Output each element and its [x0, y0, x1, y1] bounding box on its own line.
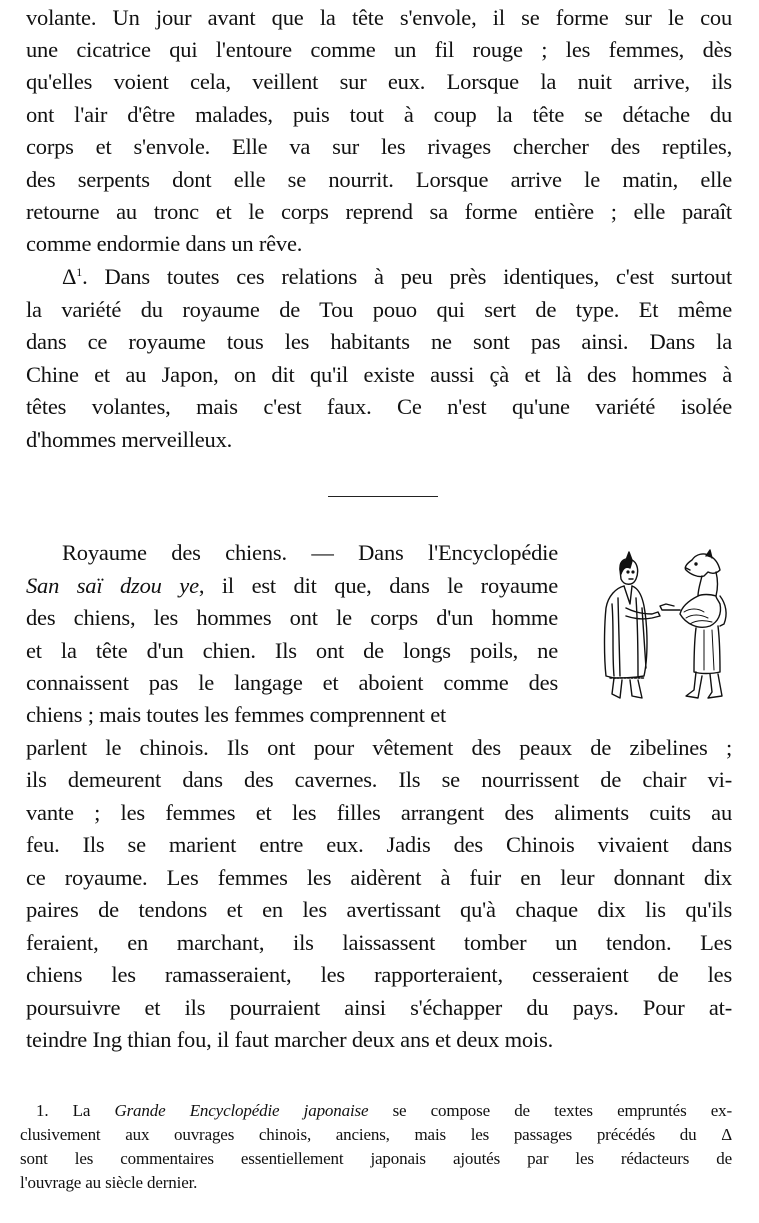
- text-line: la variété du royaume de Tou pouo qui sert de type. Et même: [26, 297, 732, 322]
- text-line: retourne au tronc et le corps reprend sa forme entière ; elle paraît: [26, 199, 732, 224]
- footnote-line: sont les commentaires essentiellement japonais ajoutés par les rédacteurs de: [20, 1149, 732, 1168]
- text-line: feu. Ils se marient entre eux. Jadis des Chinois vivaient dans: [26, 832, 732, 857]
- text-line: dans ce royaume tous les habitants ne sont pas ainsi. Dans la: [26, 329, 732, 354]
- text-line: ce royaume. Les femmes les aidèrent à fuir en leur donnant dix: [26, 865, 732, 890]
- text-line: têtes volantes, mais c'est faux. Ce n'est qu'une variété isolée: [26, 394, 732, 419]
- text-line: chiens ; mais toutes les femmes comprennent et: [26, 702, 447, 727]
- text-line: chiens les ramasseraient, les rapporteraient, cesseraient de les: [26, 962, 732, 987]
- encyclopedia-title: Grande Encyclopédie japonaise: [114, 1101, 369, 1120]
- footnote-line: [36, 1100, 732, 1122]
- text-line: volante. Un jour avant que la tête s'envole, il se forme sur le cou: [26, 5, 732, 30]
- text-line: parlent le chinois. Ils ont pour vêtement des peaux de zibelines ;: [26, 735, 732, 760]
- delta-marker: Δ: [62, 264, 77, 289]
- text-span: La: [48, 1101, 115, 1120]
- text-line: Royaume des chiens. — Dans l'Encyclopédie: [62, 540, 558, 565]
- text-line: teindre Ing thian fou, il faut marcher deux ans et deux mois.: [26, 1027, 554, 1052]
- text-line: connaissent pas le langage et aboient comme des: [26, 670, 558, 695]
- text-line: et la tête d'un chien. Ils ont de longs poils, ne: [26, 638, 558, 663]
- text-line: vante ; les femmes et les filles arrangent des aliments cuits au: [26, 800, 732, 825]
- encyclopedia-title: San saï dzou ye: [26, 573, 199, 598]
- text-line: feraient, en marchant, ils laissassent tomber un tendon. Les: [26, 930, 732, 955]
- text-line: ils demeurent dans des cavernes. Ils se nourrissent de chair vi-: [26, 767, 732, 792]
- footnote-reference[interactable]: 1: [76, 265, 83, 279]
- illustration-dog-headed-man-icon: [586, 548, 750, 708]
- text-line: [26, 571, 558, 601]
- text-span: se compose de textes empruntés ex-: [368, 1101, 732, 1120]
- woman-figure: [605, 552, 661, 698]
- text-line: corps et s'envole. Elle va sur les rivages chercher des reptiles,: [26, 134, 732, 159]
- footnote-number: 1.: [36, 1101, 49, 1120]
- text-span: . Dans toutes ces relations à peu près identiques, c'est surtout: [82, 264, 732, 289]
- text-line: une cicatrice qui l'entoure comme un fil rouge ; les femmes, dès: [26, 37, 732, 62]
- text-line: d'hommes merveilleux.: [26, 427, 233, 452]
- text-line: Chine et au Japon, on dit qu'il existe aussi çà et là des hommes à: [26, 362, 732, 387]
- text-line: comme endormie dans un rêve.: [26, 231, 303, 256]
- footnote-line: l'ouvrage au siècle dernier.: [20, 1173, 198, 1192]
- text-line: poursuivre et ils pourraient ainsi s'échapper du pays. Pour at-: [26, 995, 732, 1020]
- dog-headed-man-figure: [660, 550, 726, 698]
- text-line: des chiens, les hommes ont le corps d'un homme: [26, 605, 558, 630]
- text-span: , il est dit que, dans le royaume: [198, 573, 558, 598]
- text-line: des serpents dont elle se nourrit. Lorsque arrive le matin, elle: [26, 167, 732, 192]
- text-line: ont l'air d'être malades, puis tout à coup la tête se détache du: [26, 102, 732, 127]
- text-line: [62, 262, 732, 292]
- footnote-line: clusivement aux ouvrages chinois, anciens, mais les passages précédés du Δ: [20, 1125, 732, 1144]
- section-divider: [328, 496, 438, 497]
- text-line: qu'elles voient cela, veillent sur eux. Lorsque la nuit arrive, ils: [26, 69, 732, 94]
- text-line: paires de tendons et en les avertissant qu'à chaque dix lis qu'ils: [26, 897, 732, 922]
